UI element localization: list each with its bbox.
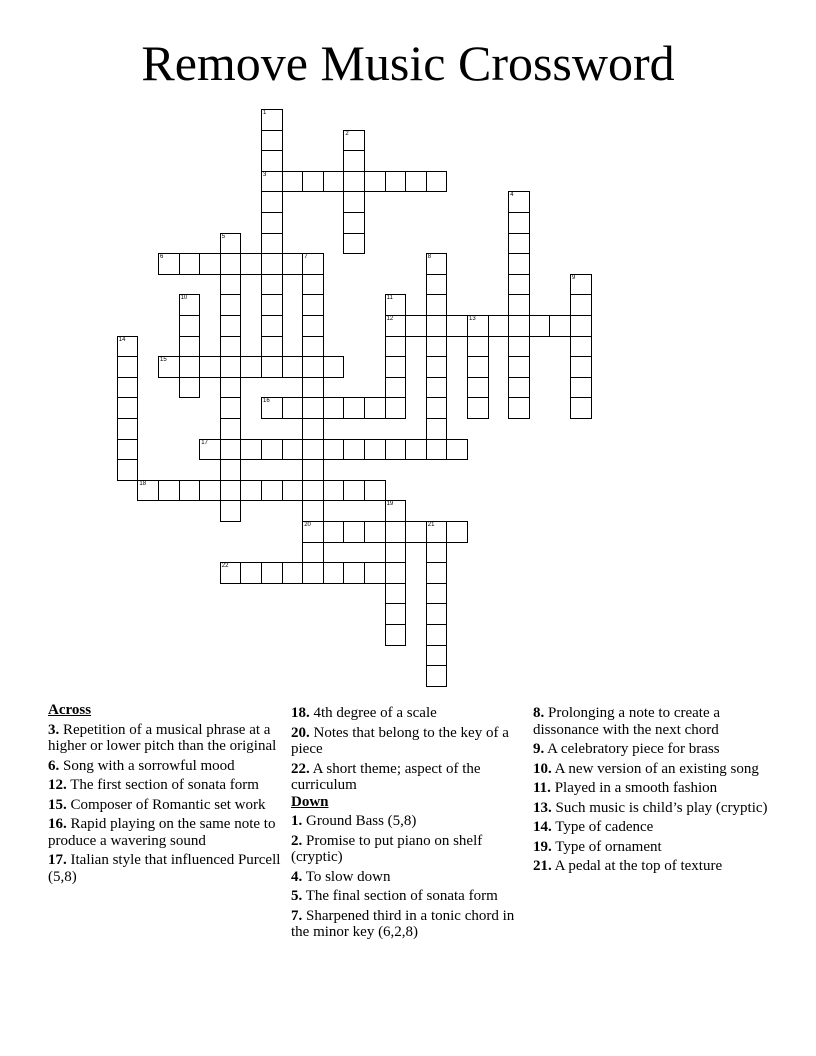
clue-item-number: 13. <box>533 799 552 816</box>
clue-number: 17 <box>201 439 208 446</box>
grid-cell[interactable] <box>426 377 448 399</box>
clue-number: 21 <box>427 522 435 528</box>
grid-cell[interactable] <box>385 583 407 605</box>
clue-item-text: A short theme; aspect of the curriculum <box>291 760 481 793</box>
clue-item-text: Prolonging a note to create a dissonance with the next chord <box>533 705 721 738</box>
clue-item-number: 1. <box>291 813 303 829</box>
grid-cell[interactable] <box>199 480 221 502</box>
clues-column-3 <box>533 702 769 875</box>
grid-cell[interactable] <box>261 439 283 461</box>
clue-item-number: 20. <box>291 724 310 741</box>
grid-cell[interactable] <box>426 521 448 543</box>
grid-cell[interactable] <box>323 439 345 461</box>
grid-cell[interactable] <box>220 480 242 502</box>
grid-cell[interactable] <box>199 439 221 461</box>
grid-cell[interactable] <box>508 336 530 358</box>
clue-item <box>48 797 284 814</box>
grid-cell[interactable] <box>405 521 427 543</box>
grid-cell[interactable] <box>261 253 283 275</box>
clue-item-text: Played in a smooth fashion <box>550 780 718 796</box>
clue-item-number: 21. <box>533 858 552 874</box>
grid-cell[interactable] <box>364 439 386 461</box>
clue-number: 16 <box>263 398 270 405</box>
grid-cell[interactable] <box>549 315 571 337</box>
grid-cell[interactable] <box>158 480 180 502</box>
clue-item-number: 14. <box>533 819 552 835</box>
grid-cell[interactable] <box>302 459 324 481</box>
grid-cell[interactable] <box>570 377 592 399</box>
grid-cell[interactable] <box>261 109 283 131</box>
grid-cell[interactable] <box>302 356 324 378</box>
grid-cell[interactable] <box>426 645 448 667</box>
grid-cell[interactable] <box>385 500 407 522</box>
grid-cell[interactable] <box>385 521 407 543</box>
clue-number: 9 <box>572 274 576 281</box>
clue-item-text: 4th degree of a scale <box>309 705 437 721</box>
clue-item-text: Rapid playing on the same note to produce a wavering sound <box>48 816 276 849</box>
grid-cell[interactable] <box>446 315 468 337</box>
grid-cell[interactable] <box>467 377 489 399</box>
grid-cell[interactable] <box>179 356 201 378</box>
grid-cell[interactable] <box>220 356 242 378</box>
grid-cell[interactable] <box>220 439 242 461</box>
clue-item <box>533 705 769 738</box>
clue-item <box>533 780 769 797</box>
grid-cell[interactable] <box>426 562 448 584</box>
grid-cell[interactable] <box>405 315 427 337</box>
clue-item <box>533 761 769 778</box>
grid-cell[interactable] <box>220 233 242 255</box>
grid-cell[interactable] <box>137 480 159 502</box>
clue-number: 10 <box>180 295 188 302</box>
grid-cell[interactable] <box>261 315 283 337</box>
grid-cell[interactable] <box>179 336 201 358</box>
clue-item-text: Notes that belong to the key of a piece <box>291 724 509 757</box>
grid-cell[interactable] <box>179 480 201 502</box>
grid-cell[interactable] <box>240 480 262 502</box>
grid-cell[interactable] <box>508 274 530 296</box>
clue-number: 11 <box>386 295 393 302</box>
clue-item-text: Such music is child’s play (cryptic) <box>551 799 768 816</box>
grid-cell[interactable] <box>343 150 365 172</box>
clue-item-number: 17. <box>48 852 67 868</box>
grid-cell[interactable] <box>385 542 407 564</box>
clue-item-number: 19. <box>533 838 552 855</box>
clue-item-number: 10. <box>533 760 552 777</box>
grid-cell[interactable] <box>302 397 324 419</box>
grid-cell[interactable] <box>302 377 324 399</box>
grid-cell[interactable] <box>302 171 324 193</box>
grid-cell[interactable] <box>570 274 592 296</box>
grid-cell[interactable] <box>364 562 386 584</box>
clue-item-number: 3. <box>48 721 60 738</box>
down-heading: Down <box>291 793 329 810</box>
across-clue-list <box>48 722 284 886</box>
down-clue-list <box>291 813 523 941</box>
clue-item-text: A new version of an existing song <box>551 760 759 777</box>
grid-cell[interactable] <box>508 212 530 234</box>
clue-item <box>291 725 523 758</box>
grid-cell[interactable] <box>343 233 365 255</box>
grid-cell[interactable] <box>426 583 448 605</box>
grid-cell[interactable] <box>261 397 283 419</box>
grid-cell[interactable] <box>426 171 448 193</box>
grid-cell[interactable] <box>261 212 283 234</box>
grid-cell[interactable] <box>261 150 283 172</box>
grid-cell[interactable] <box>179 377 201 399</box>
grid-cell[interactable] <box>405 439 427 461</box>
grid-cell[interactable] <box>282 480 304 502</box>
clue-item <box>48 722 284 755</box>
grid-cell[interactable] <box>261 562 283 584</box>
clue-item-number: 11. <box>533 780 551 796</box>
grid-cell[interactable] <box>570 294 592 316</box>
grid-cell[interactable] <box>220 294 242 316</box>
clue-item-text: Ground Bass (5,8) <box>302 813 417 829</box>
grid-cell[interactable] <box>323 562 345 584</box>
grid-cell[interactable] <box>385 397 407 419</box>
grid-cell[interactable] <box>117 459 139 481</box>
grid-cell[interactable] <box>261 233 283 255</box>
clue-number: 4 <box>510 192 514 199</box>
grid-cell[interactable] <box>302 562 324 584</box>
clue-item-number: 15. <box>48 796 67 813</box>
grid-cell[interactable] <box>282 171 304 193</box>
grid-cell[interactable] <box>179 253 201 275</box>
clue-item <box>291 869 523 886</box>
grid-cell[interactable] <box>426 294 448 316</box>
clue-item <box>533 819 769 836</box>
clue-item <box>291 833 523 866</box>
grid-cell[interactable] <box>508 315 530 337</box>
grid-cell[interactable] <box>446 439 468 461</box>
clue-item-text: Type of ornament <box>551 838 662 855</box>
clue-item <box>291 705 523 722</box>
clue-item-number: 8. <box>533 705 545 721</box>
grid-cell[interactable] <box>343 191 365 213</box>
grid-cell[interactable] <box>220 274 242 296</box>
grid-cell[interactable] <box>282 253 304 275</box>
grid-cell[interactable] <box>282 562 304 584</box>
grid-cell[interactable] <box>240 439 262 461</box>
clue-number: 13 <box>469 316 476 322</box>
grid-cell[interactable] <box>158 356 180 378</box>
clue-item <box>48 816 284 849</box>
grid-cell[interactable] <box>343 439 365 461</box>
clue-item <box>48 852 284 885</box>
clue-number: 15 <box>160 357 167 364</box>
grid-cell[interactable] <box>467 336 489 358</box>
grid-cell[interactable] <box>282 439 304 461</box>
grid-cell[interactable] <box>220 397 242 419</box>
grid-cell[interactable] <box>426 274 448 296</box>
grid-cell[interactable] <box>364 171 386 193</box>
grid-cell[interactable] <box>220 418 242 440</box>
clue-number: 20 <box>304 522 311 528</box>
clue-item-text: The first section of sonata form <box>66 777 259 793</box>
grid-cell[interactable] <box>220 500 242 522</box>
clue-item-number: 22. <box>291 760 310 777</box>
grid-cell[interactable] <box>426 542 448 564</box>
clue-item-number: 2. <box>291 832 303 849</box>
grid-cell[interactable] <box>302 521 324 543</box>
down-clue-list-continued <box>533 705 769 875</box>
clue-item-number: 7. <box>291 907 303 924</box>
clue-item <box>291 888 523 905</box>
grid-cell[interactable] <box>385 356 407 378</box>
grid-cell[interactable] <box>261 191 283 213</box>
grid-cell[interactable] <box>343 521 365 543</box>
grid-cell[interactable] <box>570 315 592 337</box>
grid-cell[interactable] <box>364 480 386 502</box>
grid-cell[interactable] <box>261 336 283 358</box>
grid-cell[interactable] <box>302 253 324 275</box>
grid-cell[interactable] <box>364 521 386 543</box>
grid-cell[interactable] <box>302 294 324 316</box>
grid-cell[interactable] <box>508 191 530 213</box>
grid-cell[interactable] <box>385 603 407 625</box>
grid-cell[interactable] <box>385 439 407 461</box>
grid-cell[interactable] <box>117 439 139 461</box>
grid-cell[interactable] <box>302 500 324 522</box>
clue-number: 7 <box>304 254 308 261</box>
grid-cell[interactable] <box>385 336 407 358</box>
grid-cell[interactable] <box>179 294 201 316</box>
grid-cell[interactable] <box>508 253 530 275</box>
grid-cell[interactable] <box>302 315 324 337</box>
clue-item-text: Sharpened third in a tonic chord in the minor key (6,2,8) <box>291 907 515 940</box>
clue-item-text: Type of cadence <box>551 819 654 835</box>
clue-item <box>533 741 769 758</box>
grid-cell[interactable] <box>570 356 592 378</box>
grid-cell[interactable] <box>282 356 304 378</box>
grid-cell[interactable] <box>364 397 386 419</box>
grid-cell[interactable] <box>385 624 407 646</box>
grid-cell[interactable] <box>261 171 283 193</box>
grid-cell[interactable] <box>343 212 365 234</box>
grid-cell[interactable] <box>467 356 489 378</box>
grid-cell[interactable] <box>426 624 448 646</box>
grid-cell[interactable] <box>467 315 489 337</box>
grid-cell[interactable] <box>426 336 448 358</box>
grid-cell[interactable] <box>343 480 365 502</box>
clue-item-text: Promise to put piano on shelf (cryptic) <box>291 832 483 865</box>
grid-cell[interactable] <box>117 356 139 378</box>
grid-cell[interactable] <box>508 377 530 399</box>
grid-cell[interactable] <box>385 294 407 316</box>
grid-cell[interactable] <box>117 336 139 358</box>
clue-item-text: Composer of Romantic set work <box>66 796 266 813</box>
clue-number: 18 <box>139 480 147 487</box>
clue-item <box>533 839 769 856</box>
grid-cell[interactable] <box>323 356 345 378</box>
grid-cell[interactable] <box>220 336 242 358</box>
clue-item <box>533 858 769 875</box>
grid-cell[interactable] <box>570 336 592 358</box>
grid-cell[interactable] <box>508 356 530 378</box>
grid-cell[interactable] <box>261 480 283 502</box>
grid-cell[interactable] <box>570 397 592 419</box>
grid-cell[interactable] <box>220 459 242 481</box>
clue-item-text: To slow down <box>302 868 391 885</box>
grid-cell[interactable] <box>385 171 407 193</box>
grid-cell[interactable] <box>179 315 201 337</box>
grid-cell[interactable] <box>426 439 448 461</box>
grid-cell[interactable] <box>323 171 345 193</box>
clues-column-1 <box>48 702 284 885</box>
grid-cell[interactable] <box>508 397 530 419</box>
grid-cell[interactable] <box>220 315 242 337</box>
grid-cell[interactable] <box>158 253 180 275</box>
grid-cell[interactable] <box>220 377 242 399</box>
grid-cell[interactable] <box>220 253 242 275</box>
clue-item-text: A pedal at the top of texture <box>551 858 723 874</box>
clue-number: 3 <box>263 171 267 178</box>
grid-cell[interactable] <box>426 665 448 687</box>
grid-cell[interactable] <box>220 562 242 584</box>
grid-cell[interactable] <box>240 562 262 584</box>
grid-cell[interactable] <box>446 521 468 543</box>
grid-cell[interactable] <box>343 171 365 193</box>
grid-cell[interactable] <box>343 562 365 584</box>
grid-cell[interactable] <box>467 397 489 419</box>
grid-cell[interactable] <box>323 521 345 543</box>
clue-item-number: 9. <box>533 741 545 757</box>
grid-cell[interactable] <box>117 397 139 419</box>
grid-cell[interactable] <box>302 542 324 564</box>
grid-cell[interactable] <box>282 397 304 419</box>
grid-cell[interactable] <box>426 603 448 625</box>
grid-cell[interactable] <box>261 294 283 316</box>
clue-number: 5 <box>221 233 226 240</box>
clue-item <box>291 813 523 830</box>
clue-number: 2 <box>345 130 349 137</box>
grid-cell[interactable] <box>302 274 324 296</box>
clue-item-number: 16. <box>48 816 67 832</box>
grid-cell[interactable] <box>323 397 345 419</box>
grid-cell[interactable] <box>426 418 448 440</box>
clue-number: 22 <box>221 563 229 570</box>
grid-cell[interactable] <box>240 253 262 275</box>
clue-number: 6 <box>160 254 164 261</box>
grid-cell[interactable] <box>117 418 139 440</box>
grid-cell[interactable] <box>343 397 365 419</box>
grid-cell[interactable] <box>426 253 448 275</box>
grid-cell[interactable] <box>117 377 139 399</box>
grid-cell[interactable] <box>508 233 530 255</box>
clue-item-number: 4. <box>291 868 303 885</box>
grid-cell[interactable] <box>529 315 551 337</box>
clue-item-number: 6. <box>48 757 60 774</box>
clue-item-number: 18. <box>291 705 310 721</box>
clue-item-text: Repetition of a musical phrase at a higher or lower pitch than the original <box>48 721 277 754</box>
clue-item-text: The final section of sonata form <box>302 888 498 904</box>
grid-cell[interactable] <box>385 315 407 337</box>
grid-cell[interactable] <box>323 480 345 502</box>
clue-number: 12 <box>386 316 394 322</box>
clue-item-text: A celebratory piece for brass <box>544 741 720 757</box>
grid-cell[interactable] <box>508 294 530 316</box>
grid-cell[interactable] <box>405 171 427 193</box>
clue-item <box>533 800 769 817</box>
grid-cell[interactable] <box>302 480 324 502</box>
grid-cell[interactable] <box>385 377 407 399</box>
grid-cell[interactable] <box>240 356 262 378</box>
grid-cell[interactable] <box>426 397 448 419</box>
grid-cell[interactable] <box>488 315 510 337</box>
clue-number: 14 <box>118 336 126 343</box>
grid-cell[interactable] <box>199 356 221 378</box>
grid-cell[interactable] <box>261 356 283 378</box>
grid-cell[interactable] <box>199 253 221 275</box>
clue-number: 1 <box>263 110 267 116</box>
clue-item <box>291 908 523 941</box>
clue-item <box>291 761 523 794</box>
grid-cell[interactable] <box>302 439 324 461</box>
grid-cell[interactable] <box>426 315 448 337</box>
across-heading: Across <box>48 702 92 718</box>
clue-item-number: 12. <box>48 777 67 793</box>
clues-column-2 <box>291 702 523 941</box>
across-clue-list-continued <box>291 705 523 794</box>
grid-cell[interactable] <box>426 356 448 378</box>
grid-cell[interactable] <box>343 130 365 152</box>
clue-item <box>48 758 284 775</box>
clue-number: 8 <box>427 254 432 261</box>
grid-cell[interactable] <box>261 274 283 296</box>
clue-item-text: Song with a sorrowful mood <box>59 757 235 774</box>
grid-cell[interactable] <box>302 418 324 440</box>
grid-cell[interactable] <box>302 336 324 358</box>
clue-number: 19 <box>386 501 394 508</box>
clue-item <box>48 777 284 794</box>
page-title: Remove Music Crossword <box>141 35 675 91</box>
clue-item-number: 5. <box>291 888 303 904</box>
clue-item-text: Italian style that influenced Purcell (5,8) <box>48 852 281 885</box>
grid-cell[interactable] <box>385 562 407 584</box>
grid-cell[interactable] <box>261 130 283 152</box>
